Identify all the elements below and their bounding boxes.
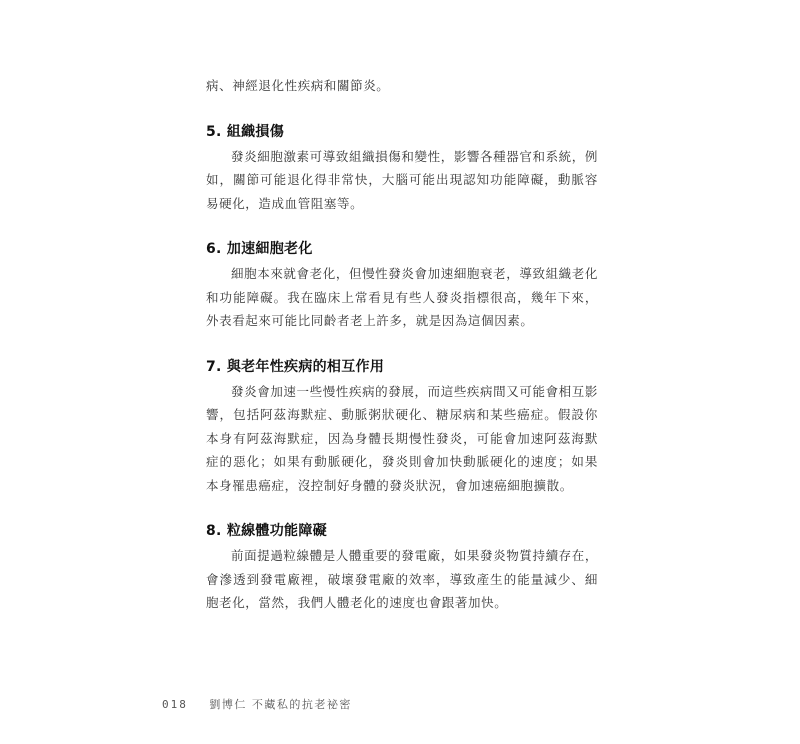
section-paragraph: 前面提過粒線體是人體重要的發電廠，如果發炎物質持續存在，會滲透到發電廠裡，破壞發電廠的效率，導致產生的能量減少、細胞老化，當然，我們人體老化的速度也會跟著加快。 xyxy=(206,548,598,610)
page-footer xyxy=(162,696,352,712)
section-heading: 7. 與老年性疾病的相互作用 xyxy=(206,358,385,375)
section-paragraph: 發炎會加速一些慢性疾病的發展，而這些疾病間又可能會相互影響，包括阿茲海默症、動脈粥狀硬化、糖尿病和某些癌症。假設你本身有阿茲海默症，因為身體長期慢性發炎，可能會加速阿茲海默症的惡化；如果有動脈硬化，發炎則會加快動脈硬化的速度；如果本身罹患癌症，沒控制好身體的發炎狀況，會加速癌細胞擴散。 xyxy=(206,383,598,493)
section-mitochondrial-dysfunction xyxy=(206,521,598,615)
section-heading: 6. 加速細胞老化 xyxy=(206,241,313,257)
section-paragraph: 發炎細胞激素可導致組織損傷和變性，影響各種器官和系統，例如，關節可能退化得非常快，大腦可能出現認知功能障礙，動脈容易硬化，造成血管阻塞等。 xyxy=(206,148,598,211)
page-number: 018 xyxy=(162,698,188,711)
section-accelerated-cell-aging xyxy=(206,239,598,333)
intro-paragraph: 病、神經退化性疾病和關節炎。 xyxy=(206,78,390,93)
running-book-title: 劉博仁 不藏私的抗老祕密 xyxy=(209,698,352,711)
section-age-related-disease-interaction xyxy=(206,357,598,498)
page-content xyxy=(206,74,598,615)
section-paragraph: 細胞本來就會老化，但慢性發炎會加速細胞衰老，導致組織老化和功能障礙。我在臨床上常看見有些人發炎指標很高，幾年下來，外表看起來可能比同齡者老上許多，就是因為這個因素。 xyxy=(206,266,598,328)
section-tissue-damage xyxy=(206,122,598,216)
section-heading: 8. 粒線體功能障礙 xyxy=(206,523,327,539)
section-heading: 5. 組織損傷 xyxy=(206,123,285,140)
